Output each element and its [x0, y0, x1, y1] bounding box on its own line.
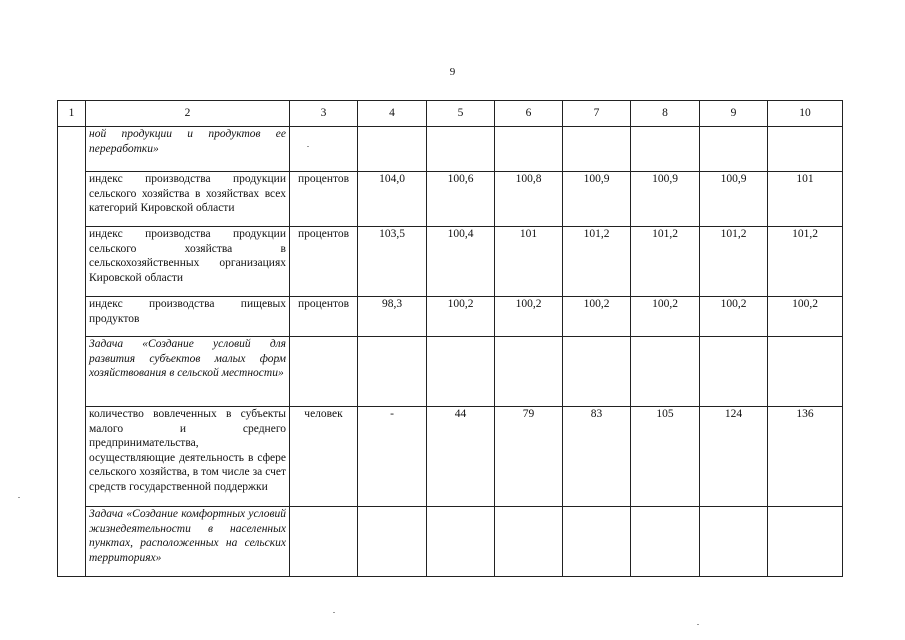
indicator-label: индекс производства продукции сельского хозяйства в сельскохозяйственных организациях Кировской области [86, 227, 290, 297]
unit-cell: процентов [290, 227, 358, 297]
value-cell: 100,9 [631, 172, 700, 227]
value-cell: 101 [768, 172, 843, 227]
indicator-label: индекс производства продукции сельского хозяйства в хозяйствах всех категорий Кировской области [86, 172, 290, 227]
value-cell [358, 507, 427, 577]
unit-cell: процентов [290, 297, 358, 337]
task-label: ной продукции и продуктов ее переработки» [86, 127, 290, 172]
value-cell: 100,2 [563, 297, 631, 337]
value-cell: 98,3 [358, 297, 427, 337]
value-cell: 100,2 [768, 297, 843, 337]
table-row [58, 337, 843, 407]
value-cell: 100,8 [495, 172, 563, 227]
header-cell: 2 [86, 101, 290, 127]
header-cell: 1 [58, 101, 86, 127]
table-row [58, 407, 843, 507]
indicator-label: количество вовлеченных в субъекты малого и среднего предпринимательства, осуществляющие деятельность в сфере сельского хозяйства, в том числе за счет средств государственной поддержки [86, 407, 290, 507]
value-cell: 44 [427, 407, 495, 507]
value-cell [768, 127, 843, 172]
table-row [58, 297, 843, 337]
value-cell: 104,0 [358, 172, 427, 227]
value-cell [427, 127, 495, 172]
value-cell: 100,9 [563, 172, 631, 227]
indicators-table [57, 100, 843, 577]
value-cell [427, 337, 495, 407]
value-cell [631, 127, 700, 172]
header-cell: 9 [700, 101, 768, 127]
table-header-row [58, 101, 843, 127]
value-cell: 101,2 [563, 227, 631, 297]
scan-speck [307, 146, 309, 147]
unit-cell [290, 127, 358, 172]
value-cell [631, 507, 700, 577]
value-cell [700, 337, 768, 407]
value-cell [358, 337, 427, 407]
value-cell: 100,2 [631, 297, 700, 337]
value-cell: 100,9 [700, 172, 768, 227]
value-cell: 83 [563, 407, 631, 507]
unit-cell [290, 337, 358, 407]
task-label: Задача «Создание условий для развития субъектов малых форм хозяйствования в сельской местности» [86, 337, 290, 407]
value-cell: 136 [768, 407, 843, 507]
value-cell: 100,2 [495, 297, 563, 337]
value-cell: 100,4 [427, 227, 495, 297]
value-cell: 100,6 [427, 172, 495, 227]
value-cell [563, 337, 631, 407]
scan-speck [697, 624, 699, 625]
header-cell: 4 [358, 101, 427, 127]
table-row [58, 127, 843, 172]
page-number: 9 [449, 66, 456, 78]
header-cell: 5 [427, 101, 495, 127]
value-cell [631, 337, 700, 407]
value-cell [495, 507, 563, 577]
header-cell: 7 [563, 101, 631, 127]
unit-cell [290, 507, 358, 577]
unit-cell: человек [290, 407, 358, 507]
scan-speck [333, 612, 335, 613]
value-cell [768, 337, 843, 407]
header-cell: 3 [290, 101, 358, 127]
value-cell: 101,2 [768, 227, 843, 297]
number-column-cell [58, 127, 86, 577]
value-cell: 105 [631, 407, 700, 507]
table-row [58, 172, 843, 227]
unit-cell: процентов [290, 172, 358, 227]
value-cell [495, 127, 563, 172]
value-cell [563, 507, 631, 577]
value-cell [563, 127, 631, 172]
table-row [58, 227, 843, 297]
value-cell [768, 507, 843, 577]
value-cell [427, 507, 495, 577]
value-cell [700, 127, 768, 172]
value-cell: - [358, 407, 427, 507]
value-cell [358, 127, 427, 172]
header-cell: 6 [495, 101, 563, 127]
scan-speck [18, 497, 20, 498]
value-cell: 100,2 [700, 297, 768, 337]
task-label: Задача «Создание комфортных условий жизнедеятельности в населенных пунктах, расположенных на сельских территориях» [86, 507, 290, 577]
header-cell: 10 [768, 101, 843, 127]
value-cell [495, 337, 563, 407]
header-cell: 8 [631, 101, 700, 127]
value-cell: 101,2 [700, 227, 768, 297]
value-cell: 124 [700, 407, 768, 507]
table-row [58, 507, 843, 577]
value-cell: 101,2 [631, 227, 700, 297]
value-cell [700, 507, 768, 577]
indicator-label: индекс производства пищевых продуктов [86, 297, 290, 337]
value-cell: 101 [495, 227, 563, 297]
value-cell: 103,5 [358, 227, 427, 297]
value-cell: 79 [495, 407, 563, 507]
value-cell: 100,2 [427, 297, 495, 337]
